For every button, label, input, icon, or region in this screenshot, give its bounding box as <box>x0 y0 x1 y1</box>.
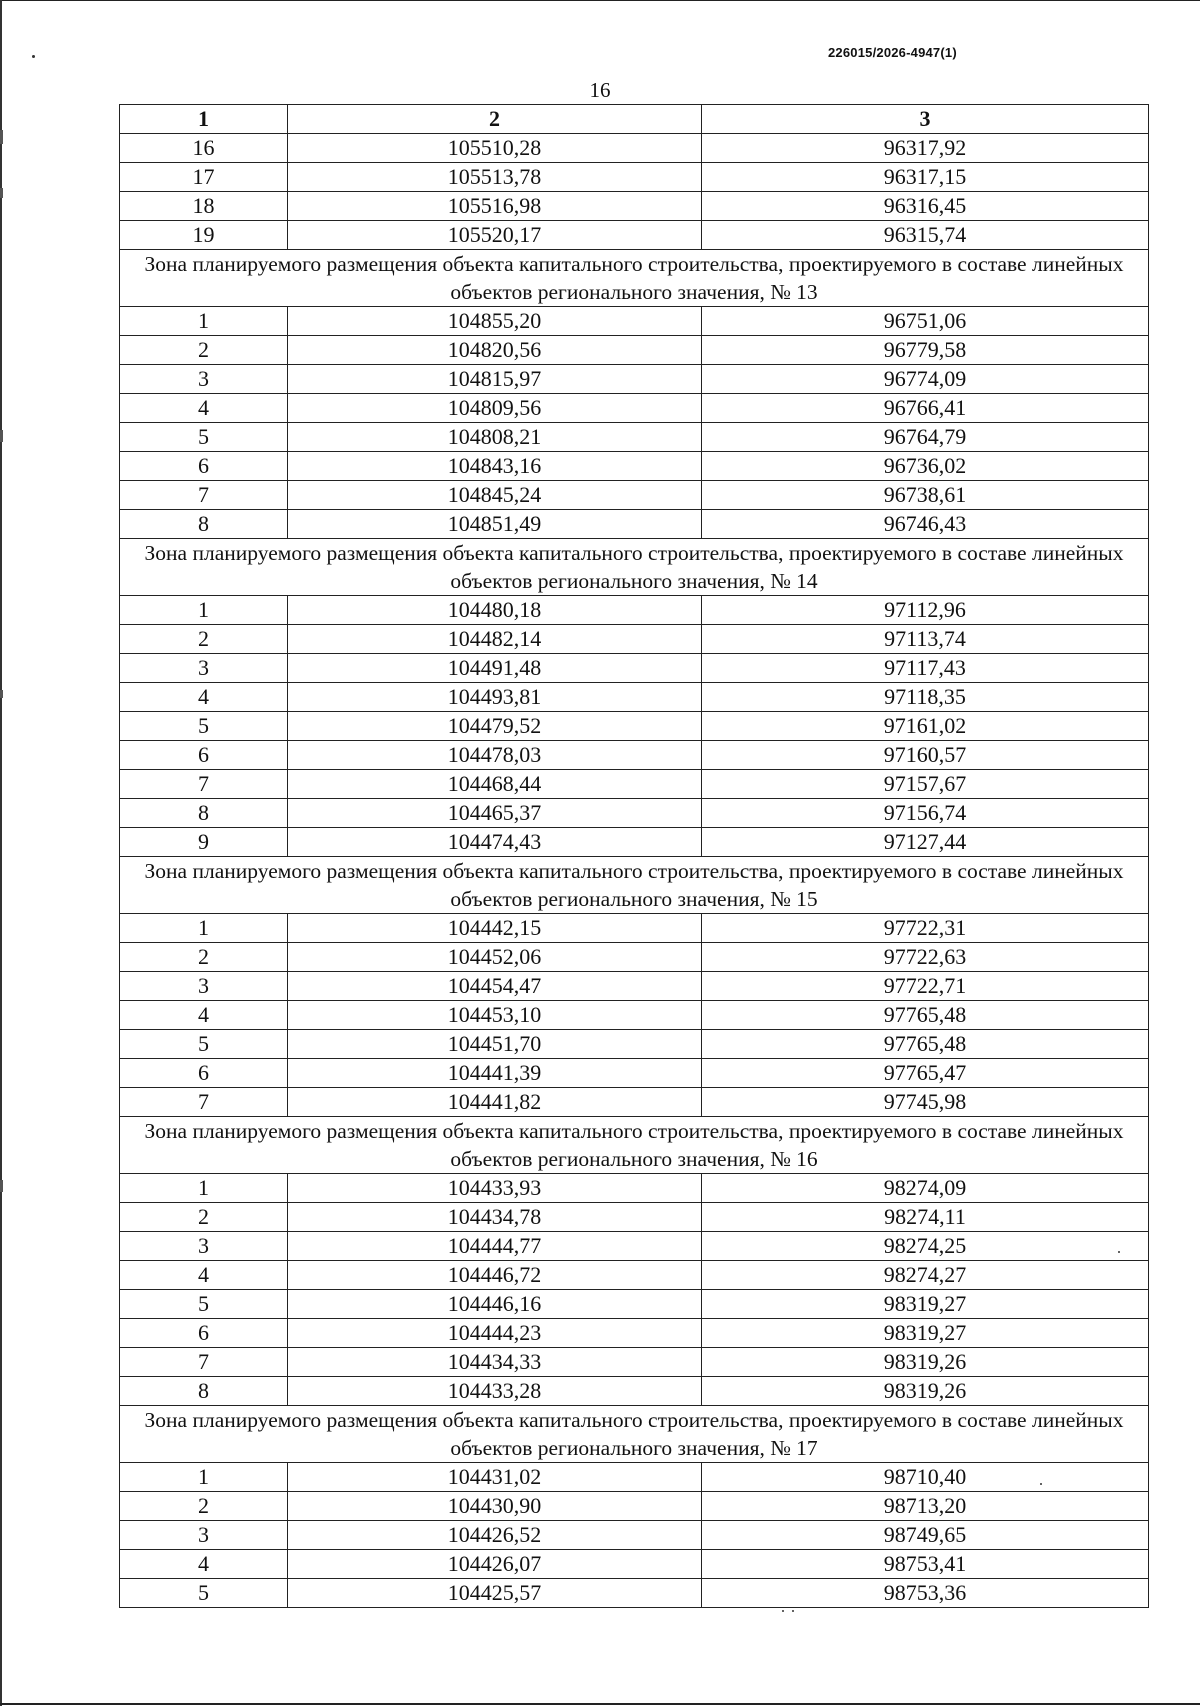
scan-speck <box>792 1610 794 1612</box>
y-coordinate-cell: 97113,74 <box>702 625 1149 654</box>
x-coordinate-cell: 104444,23 <box>288 1319 702 1348</box>
point-number-cell: 5 <box>120 423 288 452</box>
x-coordinate-cell: 104426,52 <box>288 1521 702 1550</box>
point-number-cell: 4 <box>120 1550 288 1579</box>
page-top-border <box>0 0 1200 1</box>
table-row <box>120 1059 1149 1088</box>
y-coordinate-cell: 97157,67 <box>702 770 1149 799</box>
table-row <box>120 1463 1149 1492</box>
table-row <box>120 741 1149 770</box>
table-row <box>120 192 1149 221</box>
y-coordinate-cell: 98319,27 <box>702 1290 1149 1319</box>
table-row <box>120 1290 1149 1319</box>
zone-title: Зона планируемого размещения объекта капитального строительства, проектируемого в составе линейных объектов регионального значения, № 17 <box>120 1406 1149 1463</box>
table-row <box>120 365 1149 394</box>
y-coordinate-cell: 98274,27 <box>702 1261 1149 1290</box>
point-number-cell: 5 <box>120 712 288 741</box>
y-coordinate-cell: 97722,63 <box>702 943 1149 972</box>
table-row <box>120 972 1149 1001</box>
table-row <box>120 596 1149 625</box>
y-coordinate-cell: 96316,45 <box>702 192 1149 221</box>
x-coordinate-cell: 104434,33 <box>288 1348 702 1377</box>
y-coordinate-cell: 97160,57 <box>702 741 1149 770</box>
x-coordinate-cell: 104433,28 <box>288 1377 702 1406</box>
scan-speck <box>32 55 35 58</box>
page-bottom-border <box>0 1703 1200 1705</box>
point-number-cell: 4 <box>120 683 288 712</box>
x-coordinate-cell: 104453,10 <box>288 1001 702 1030</box>
x-coordinate-cell: 104491,48 <box>288 654 702 683</box>
point-number-cell: 9 <box>120 828 288 857</box>
point-number-cell: 5 <box>120 1030 288 1059</box>
table-row <box>120 828 1149 857</box>
y-coordinate-cell: 98274,09 <box>702 1174 1149 1203</box>
point-number-cell: 6 <box>120 1319 288 1348</box>
y-coordinate-cell: 96738,61 <box>702 481 1149 510</box>
point-number-cell: 19 <box>120 221 288 250</box>
point-number-cell: 3 <box>120 1232 288 1261</box>
y-coordinate-cell: 97722,71 <box>702 972 1149 1001</box>
point-number-cell: 3 <box>120 654 288 683</box>
table-row <box>120 1174 1149 1203</box>
x-coordinate-cell: 104451,70 <box>288 1030 702 1059</box>
table-row <box>120 336 1149 365</box>
table-row <box>120 1550 1149 1579</box>
point-number-cell: 3 <box>120 972 288 1001</box>
point-number-cell: 1 <box>120 1174 288 1203</box>
y-coordinate-cell: 96779,58 <box>702 336 1149 365</box>
point-number-cell: 8 <box>120 510 288 539</box>
x-coordinate-cell: 104465,37 <box>288 799 702 828</box>
x-coordinate-cell: 104479,52 <box>288 712 702 741</box>
point-number-cell: 4 <box>120 394 288 423</box>
x-coordinate-cell: 104426,07 <box>288 1550 702 1579</box>
y-coordinate-cell: 98710,40 <box>702 1463 1149 1492</box>
y-coordinate-cell: 96315,74 <box>702 221 1149 250</box>
point-number-cell: 2 <box>120 943 288 972</box>
y-coordinate-cell: 97765,48 <box>702 1030 1149 1059</box>
x-coordinate-cell: 104845,24 <box>288 481 702 510</box>
zone-title-row <box>120 539 1149 596</box>
x-coordinate-cell: 104493,81 <box>288 683 702 712</box>
scan-mark <box>0 690 3 698</box>
point-number-cell: 6 <box>120 741 288 770</box>
table-row <box>120 1030 1149 1059</box>
table-row <box>120 423 1149 452</box>
y-coordinate-cell: 97156,74 <box>702 799 1149 828</box>
y-coordinate-cell: 97765,48 <box>702 1001 1149 1030</box>
y-coordinate-cell: 96736,02 <box>702 452 1149 481</box>
x-coordinate-cell: 104855,20 <box>288 307 702 336</box>
table-row <box>120 1521 1149 1550</box>
table-row <box>120 307 1149 336</box>
y-coordinate-cell: 96317,15 <box>702 163 1149 192</box>
table-row <box>120 1492 1149 1521</box>
point-number-cell: 7 <box>120 1088 288 1117</box>
scan-mark <box>0 130 3 144</box>
zone-title-row <box>120 1117 1149 1174</box>
x-coordinate-cell: 104468,44 <box>288 770 702 799</box>
table-row <box>120 654 1149 683</box>
y-coordinate-cell: 97765,47 <box>702 1059 1149 1088</box>
point-number-cell: 6 <box>120 452 288 481</box>
y-coordinate-cell: 97722,31 <box>702 914 1149 943</box>
table-row <box>120 510 1149 539</box>
page-left-border <box>0 0 2 1706</box>
table-row <box>120 481 1149 510</box>
y-coordinate-cell: 96746,43 <box>702 510 1149 539</box>
x-coordinate-cell: 104474,43 <box>288 828 702 857</box>
x-coordinate-cell: 104478,03 <box>288 741 702 770</box>
column-header-3: 3 <box>702 105 1149 134</box>
x-coordinate-cell: 105510,28 <box>288 134 702 163</box>
point-number-cell: 5 <box>120 1290 288 1319</box>
point-number-cell: 4 <box>120 1001 288 1030</box>
table-row <box>120 1232 1149 1261</box>
y-coordinate-cell: 98319,26 <box>702 1348 1149 1377</box>
table-row <box>120 1579 1149 1608</box>
point-number-cell: 1 <box>120 914 288 943</box>
table-row <box>120 914 1149 943</box>
point-number-cell: 4 <box>120 1261 288 1290</box>
point-number-cell: 6 <box>120 1059 288 1088</box>
column-header-1: 1 <box>120 105 288 134</box>
y-coordinate-cell: 98753,36 <box>702 1579 1149 1608</box>
document-number: 226015/2026-4947(1) <box>828 45 957 60</box>
page-number: 16 <box>589 78 611 102</box>
point-number-cell: 3 <box>120 1521 288 1550</box>
table-row <box>120 1001 1149 1030</box>
x-coordinate-cell: 104454,47 <box>288 972 702 1001</box>
y-coordinate-cell: 97117,43 <box>702 654 1149 683</box>
zone-title: Зона планируемого размещения объекта капитального строительства, проектируемого в составе линейных объектов регионального значения, № 14 <box>120 539 1149 596</box>
point-number-cell: 2 <box>120 1203 288 1232</box>
zone-title: Зона планируемого размещения объекта капитального строительства, проектируемого в составе линейных объектов регионального значения, № 13 <box>120 250 1149 307</box>
point-number-cell: 16 <box>120 134 288 163</box>
y-coordinate-cell: 96766,41 <box>702 394 1149 423</box>
x-coordinate-cell: 104444,77 <box>288 1232 702 1261</box>
table-row <box>120 1348 1149 1377</box>
x-coordinate-cell: 104809,56 <box>288 394 702 423</box>
table-row <box>120 683 1149 712</box>
x-coordinate-cell: 104431,02 <box>288 1463 702 1492</box>
x-coordinate-cell: 104480,18 <box>288 596 702 625</box>
point-number-cell: 5 <box>120 1579 288 1608</box>
y-coordinate-cell: 98753,41 <box>702 1550 1149 1579</box>
x-coordinate-cell: 104482,14 <box>288 625 702 654</box>
y-coordinate-cell: 98319,27 <box>702 1319 1149 1348</box>
table-row <box>120 163 1149 192</box>
table-row <box>120 799 1149 828</box>
table-row <box>120 452 1149 481</box>
zone-title-row <box>120 1406 1149 1463</box>
scan-speck <box>782 1610 784 1612</box>
y-coordinate-cell: 97127,44 <box>702 828 1149 857</box>
point-number-cell: 2 <box>120 1492 288 1521</box>
x-coordinate-cell: 104446,16 <box>288 1290 702 1319</box>
table-row <box>120 1088 1149 1117</box>
table-row <box>120 712 1149 741</box>
table-row <box>120 1261 1149 1290</box>
point-number-cell: 8 <box>120 1377 288 1406</box>
y-coordinate-cell: 97745,98 <box>702 1088 1149 1117</box>
table-row <box>120 221 1149 250</box>
column-header-2: 2 <box>288 105 702 134</box>
table-row <box>120 134 1149 163</box>
y-coordinate-cell: 96774,09 <box>702 365 1149 394</box>
point-number-cell: 1 <box>120 596 288 625</box>
x-coordinate-cell: 105520,17 <box>288 221 702 250</box>
table-header-row <box>120 105 1149 134</box>
x-coordinate-cell: 104441,39 <box>288 1059 702 1088</box>
y-coordinate-cell: 98274,25 <box>702 1232 1149 1261</box>
x-coordinate-cell: 104851,49 <box>288 510 702 539</box>
coordinates-table-body <box>120 105 1149 1608</box>
x-coordinate-cell: 105513,78 <box>288 163 702 192</box>
zone-title-row <box>120 250 1149 307</box>
y-coordinate-cell: 98713,20 <box>702 1492 1149 1521</box>
point-number-cell: 8 <box>120 799 288 828</box>
point-number-cell: 1 <box>120 307 288 336</box>
table-row <box>120 943 1149 972</box>
y-coordinate-cell: 97112,96 <box>702 596 1149 625</box>
y-coordinate-cell: 98274,11 <box>702 1203 1149 1232</box>
point-number-cell: 7 <box>120 1348 288 1377</box>
y-coordinate-cell: 98749,65 <box>702 1521 1149 1550</box>
coordinates-table <box>119 104 1149 1608</box>
y-coordinate-cell: 98319,26 <box>702 1377 1149 1406</box>
x-coordinate-cell: 104446,72 <box>288 1261 702 1290</box>
scan-mark <box>0 430 3 442</box>
zone-title: Зона планируемого размещения объекта капитального строительства, проектируемого в составе линейных объектов регионального значения, № 15 <box>120 857 1149 914</box>
scan-mark <box>0 1180 3 1192</box>
x-coordinate-cell: 104808,21 <box>288 423 702 452</box>
table-row <box>120 1319 1149 1348</box>
point-number-cell: 1 <box>120 1463 288 1492</box>
zone-title: Зона планируемого размещения объекта капитального строительства, проектируемого в составе линейных объектов регионального значения, № 16 <box>120 1117 1149 1174</box>
zone-title-row <box>120 857 1149 914</box>
point-number-cell: 7 <box>120 770 288 799</box>
point-number-cell: 2 <box>120 625 288 654</box>
y-coordinate-cell: 97118,35 <box>702 683 1149 712</box>
table-row <box>120 625 1149 654</box>
x-coordinate-cell: 104442,15 <box>288 914 702 943</box>
x-coordinate-cell: 104820,56 <box>288 336 702 365</box>
x-coordinate-cell: 104452,06 <box>288 943 702 972</box>
point-number-cell: 18 <box>120 192 288 221</box>
y-coordinate-cell: 96764,79 <box>702 423 1149 452</box>
x-coordinate-cell: 104434,78 <box>288 1203 702 1232</box>
point-number-cell: 2 <box>120 336 288 365</box>
x-coordinate-cell: 105516,98 <box>288 192 702 221</box>
scan-mark <box>0 188 3 198</box>
x-coordinate-cell: 104815,97 <box>288 365 702 394</box>
point-number-cell: 17 <box>120 163 288 192</box>
table-row <box>120 770 1149 799</box>
x-coordinate-cell: 104430,90 <box>288 1492 702 1521</box>
y-coordinate-cell: 96751,06 <box>702 307 1149 336</box>
x-coordinate-cell: 104441,82 <box>288 1088 702 1117</box>
x-coordinate-cell: 104433,93 <box>288 1174 702 1203</box>
point-number-cell: 3 <box>120 365 288 394</box>
x-coordinate-cell: 104425,57 <box>288 1579 702 1608</box>
table-row <box>120 1203 1149 1232</box>
table-row <box>120 394 1149 423</box>
table-row <box>120 1377 1149 1406</box>
x-coordinate-cell: 104843,16 <box>288 452 702 481</box>
point-number-cell: 7 <box>120 481 288 510</box>
y-coordinate-cell: 96317,92 <box>702 134 1149 163</box>
y-coordinate-cell: 97161,02 <box>702 712 1149 741</box>
